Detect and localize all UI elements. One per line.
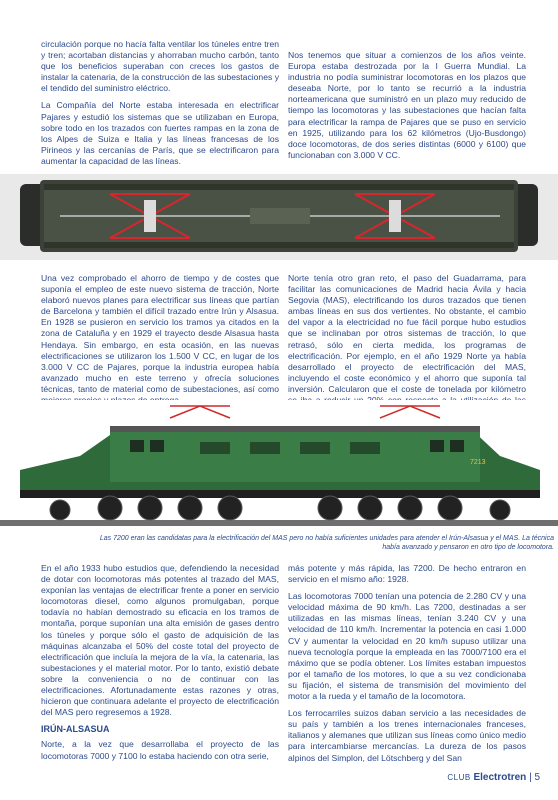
text-column-bottom-left [41,563,279,768]
paragraph: En el año 1933 hubo estudios que, defendiendo la necesidad de dotar con locomotoras más potentes al trazado del MAS, exponían las ventajas de electrificar frente a poner en servicio locomotoras diesel, como algunos promulgaban, porque todavía no habían demostrado su eficacia en los tramos de montaña, porque suponían una alta emisión de gases dentro los túneles y porque sólo el gasto de adquisición de las máquinas alcanzaba el 50% del coste total del proyecto de electrificación que incluía la mejora de la vía, la catenaria, las subestaciones y el material motor. Por lo tanto, existió debate sobre la conveniencia o no de continuar con las electrificaciones. Afortunadamente estas razones y otras, hicieron que continuara adelante el proyecto de electrificación del MAS pero regresemos a 1928. [41,563,279,718]
green-locomotive-illustration [0,400,558,532]
text-column-top-right [288,50,526,167]
text-column-top-left [41,39,279,173]
locomotive-side-photo [0,400,558,532]
photo-caption: Las 7200 eran las candidatas para la electrificación del MAS pero no había suficientes unidades para atender el Irún-Alsasua y el MAS. La técnica había avanzado y pensaron en otro tipo de locomotora. [99,535,554,551]
paragraph: Norte tenía otro gran reto, el paso del Guadarrama, para facilitar las comunicaciones de Madrid hacia Ávila y hacia Segovia (MAS), electrificando los duros trazados que tienen ambas líneas en sus dos vertientes. No obstante, el cambio del vapor a la electricidad no fue fácil porque hubo estudios que se inclinaban por otros sistemas de tracción, lo que retrasó, sólo en cierta medida, los programas de electrificación. Por ejemplo, en el año 1929 Norte ya había desarrollado el proyecto de electrificación del MAS, incluyendo el coste económico y el ahorro que suponía tal inversión. Calcularon que el coste de tonelada por kilómetro [288,273,526,394]
section-heading: IRÚN-ALSASUA [41,724,110,735]
paragraph: La Compañía del Norte estaba interesada en electrificar Pajares y estudió los sistemas que se utilizaban en Europa, sobre todo en los trazados con fuertes rampas en la zona de los Alpes de Suiza e Italia y las líneas francesas de los Pirineos y las cercanías de París, que se electrificaron para aumentar la capacidad de las líneas. [41,100,279,166]
paragraph: más potente y más rápida, las 7200. De hecho entraron en servicio en el mismo año: 1928. [288,563,526,585]
locomotive-roof-photo [0,174,558,260]
paragraph: Nos tenemos que situar a comienzos de los años veinte. Europa estaba destrozada por la I Guerra Mundial. La industria no podía suministrar locomotoras en los plazos que deseaba Norte, por lo tanto se recurrió a la industria norteamericana que suministró en un plazo muy reducido de tiempo las locomotoras y las subestaciones que hacían falta para electrificar la rampa de Pajares que se puso en servicio en 1925, utilizando para los 62 kilómetros (Ujo-Busdongo) doce locomotoras, de dos series distintas (6000 y 6100) que funcionaban con 3.000 V CC. [288,50,526,160]
footer-club: CLUB [447,773,471,782]
paragraph: Una vez comprobado el ahorro de tiempo y de costes que suponía el empleo de este nuevo sistema de tracción, Norte elaboró nuevos planes para electrificar sus líneas que partían de Barcelona y también el difícil trazado entre Irún y Alsasua. En 1928 se pusieron en servicio los tramos ya citados en la zona de Cataluña y en 1929 el trayecto desde Alsasua hasta Hendaya. Sin embargo, en esta ocasión, en las nuevas electrificaciones se utilizaron los 1.500 V CC, en lugar de los 3.000 V CC de Pajares, porque la industria europea había avanzado mucho en este terreno y ofrecía soluciones técnicas, tanto de material como de subestaciones, así como [41,273,279,394]
page-number: | 5 [529,772,540,783]
paragraph: Los ferrocarriles suizos daban servicio a las necesidades de su país y también a los trenes internacionales franceses, italianos y alemanes que utilizan sus líneas como único medio para intercambiarse mercancías. La dureza de los pasos alpinos del Simplon, del Lötschberg y del San [288,708,526,763]
paragraph: Norte, a la vez que desarrollaba el proyecto de las locomotoras 7000 y 7100 lo estaba haciendo con otra serie, [41,739,279,761]
paragraph: circulación porque no hacía falta ventilar los túneles entre tren y tren; acortaban distancias y ahorraban mucho carbón, tanto que los beneficios superaban con creces los gastos de instalar la catenaria, de la construcción de las subestaciones y el tendido del suministro eléctrico. [41,39,279,94]
page-footer [447,772,540,783]
locomotive-roof-illustration [0,174,558,260]
loco-number: 7213 [470,459,486,466]
footer-brand: Electrotren [473,772,527,783]
paragraph: Las locomotoras 7000 tenían una potencia de 2.280 CV y una velocidad máxima de 90 km/h. Las 7200, destinadas a ser utilizadas en las mismas líneas, tenían 3.240 CV y una velocidad de 110 km/h. Incrementar la potencia en casi 1.000 CV y aumentar la velocidad en 20 km/h supuso utilizar una nueva tecnología porque la empleada en las 7000/7100 era el máximo que se podía obtener. Los límites estaban impuestos por el tamaño de los motores, lo que a su vez condicionaba su fijación, el sistema de transmisión del movimiento del motor a la rueda y el tamaño de la locomotora. [288,591,526,702]
text-column-bottom-right [288,563,526,770]
